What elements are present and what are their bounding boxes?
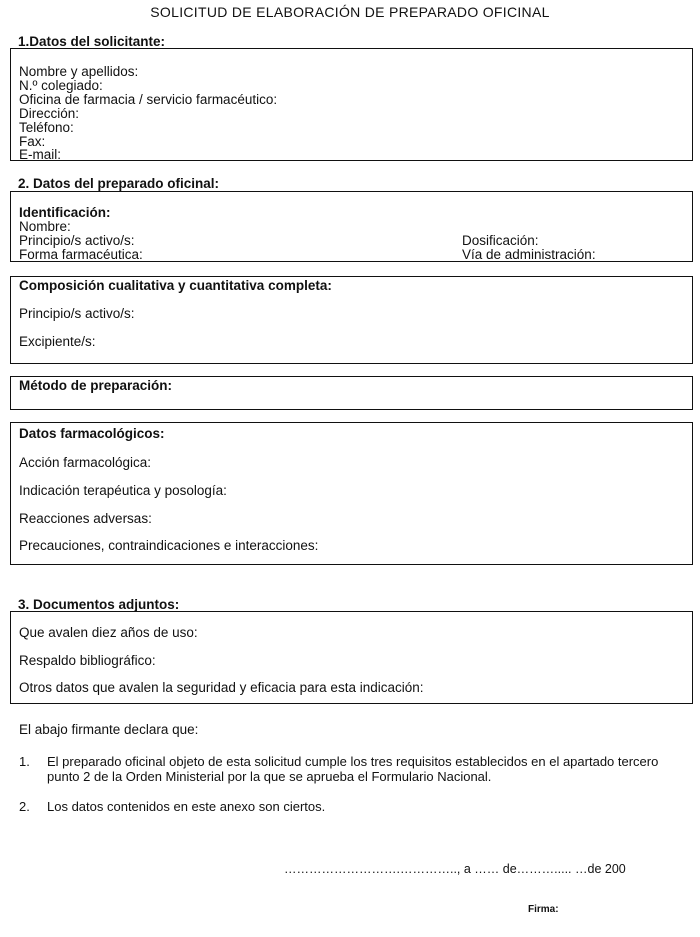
section1-heading: 1.Datos del solicitante: bbox=[18, 34, 166, 49]
declaration-item-1-text: El preparado oficinal objeto de esta solicitud cumple los tres requisitos establecidos en el apartado tercero punto 2 de la Orden Ministerial por la que se aprueba el Formulario Nacional. bbox=[47, 754, 659, 784]
field-diez-anos: Que avalen diez años de uso: bbox=[19, 625, 198, 640]
field-otros-datos: Otros datos que avalen la seguridad y eficacia para esta indicación: bbox=[19, 680, 424, 695]
signature-label: Firma: bbox=[528, 904, 559, 915]
metodo-heading: Método de preparación: bbox=[19, 378, 173, 393]
composition-box bbox=[10, 276, 693, 364]
form-title: SOLICITUD DE ELABORACIÓN DE PREPARADO OFICINAL bbox=[150, 4, 550, 20]
field-respaldo: Respaldo bibliográfico: bbox=[19, 653, 156, 668]
field-colegiado: N.º colegiado: bbox=[19, 78, 103, 93]
section2-heading: 2. Datos del preparado oficinal: bbox=[18, 176, 220, 191]
field-indicacion: Indicación terapéutica y posología: bbox=[19, 483, 227, 498]
declaration-item-2-number: 2. bbox=[19, 799, 30, 814]
field-precauciones: Precauciones, contraindicaciones e interacciones: bbox=[19, 538, 319, 553]
section3-heading: 3. Documentos adjuntos: bbox=[18, 597, 180, 612]
field-direccion: Dirección: bbox=[19, 106, 80, 121]
declaration-intro: El abajo firmante declara que: bbox=[19, 722, 199, 737]
field-fax: Fax: bbox=[19, 134, 46, 149]
applicant-data-box bbox=[10, 48, 693, 161]
farmacologicos-heading: Datos farmacológicos: bbox=[19, 426, 165, 441]
field-telefono: Teléfono: bbox=[19, 120, 74, 135]
field-nombre-apellidos: Nombre y apellidos: bbox=[19, 64, 139, 79]
identification-box bbox=[10, 191, 693, 262]
field-excipiente: Excipiente/s: bbox=[19, 334, 96, 349]
field-nombre-preparado: Nombre: bbox=[19, 219, 71, 234]
pharmacological-data-box bbox=[10, 422, 693, 565]
date-line: ……………………….………….., a …… de………..... …de 200 bbox=[284, 862, 626, 876]
field-via-administracion: Vía de administración: bbox=[462, 247, 596, 262]
attached-documents-box bbox=[10, 611, 693, 704]
field-email: E-mail: bbox=[19, 147, 62, 162]
preparation-method-box bbox=[10, 376, 693, 410]
field-dosificacion: Dosificación: bbox=[462, 233, 539, 248]
field-reacciones: Reacciones adversas: bbox=[19, 511, 152, 526]
field-oficina: Oficina de farmacia / servicio farmacéutico: bbox=[19, 92, 278, 107]
declaration-item-2-text: Los datos contenidos en este anexo son ciertos. bbox=[47, 799, 326, 814]
identificacion-heading: Identificación: bbox=[19, 205, 111, 220]
field-forma-farmaceutica: Forma farmacéutica: bbox=[19, 247, 143, 262]
field-principio-activo: Principio/s activo/s: bbox=[19, 233, 135, 248]
field-composicion-principio: Principio/s activo/s: bbox=[19, 306, 135, 321]
declaration-item-1-number: 1. bbox=[19, 754, 30, 769]
field-accion: Acción farmacológica: bbox=[19, 455, 152, 470]
composicion-heading: Composición cualitativa y cuantitativa completa: bbox=[19, 278, 332, 293]
